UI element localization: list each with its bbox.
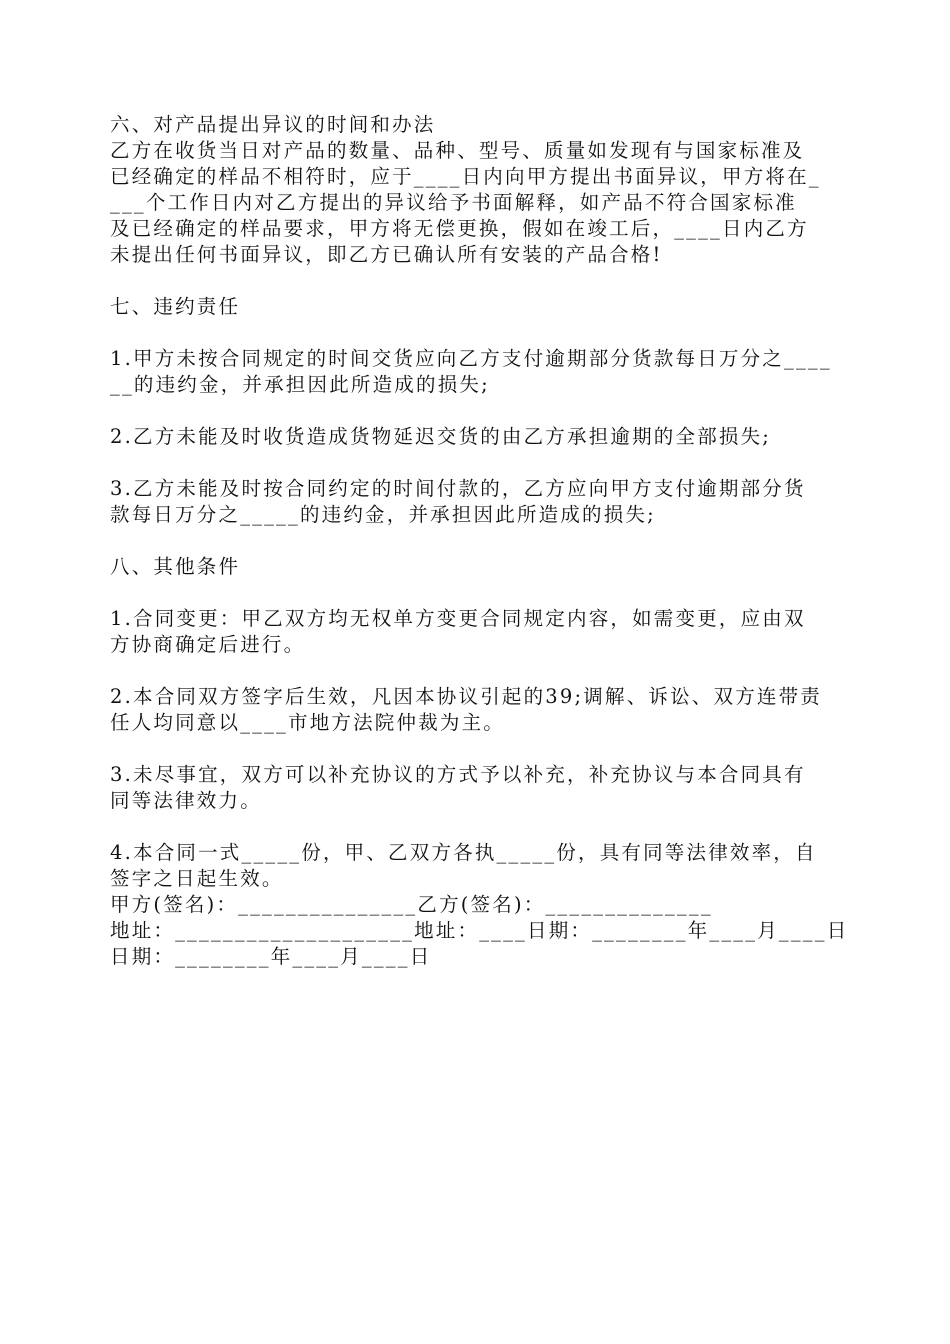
clause-7-3: 3.乙方未能及时按合同约定的时间付款的，乙方应向甲方支付逾期部分货: [110, 477, 806, 500]
clause-8-4: 签字之日起生效。: [110, 867, 284, 890]
section-7-heading: 七、违约责任: [110, 295, 241, 318]
signature-block: [110, 892, 849, 970]
clause-7-1: 1.甲方未按合同规定的时间交货应向乙方支付逾期部分货款每日万分之____: [110, 347, 832, 370]
date-line: 日期：________年____月____日: [110, 945, 432, 968]
clause-7-2: 2.乙方未能及时收货造成货物延迟交货的由乙方承担逾期的全部损失;: [110, 425, 772, 448]
clause-8-2: 2.本合同双方签字后生效，凡因本协议引起的39;调解、诉讼、双方连带责: [110, 685, 822, 708]
clause-8-3: 3.未尽事宜，双方可以补充协议的方式予以补充，补充协议与本合同具有: [110, 763, 806, 786]
signature-line: 甲方(签名)：_______________乙方(签名)：______________: [110, 893, 713, 916]
clause-8-1: 1.合同变更：甲乙双方均无权单方变更合同规定内容，如需变更，应由双: [110, 607, 806, 630]
clause-8-3: 同等法律效力。: [110, 789, 262, 812]
section-6-line: 及已经确定的样品要求，甲方将无偿更换，假如在竣工后，____日内乙方: [110, 217, 809, 240]
section-6-line: 未提出任何书面异议，即乙方已确认所有安装的产品合格!: [110, 243, 663, 266]
section-7: [110, 294, 842, 528]
clause-8-1: 方协商确定后进行。: [110, 633, 306, 656]
clause-7-1: __的违约金，并承担因此所造成的损失;: [110, 373, 490, 396]
section-6-line: 乙方在收货当日对产品的数量、品种、型号、质量如发现有与国家标准及: [110, 139, 805, 162]
section-8: [110, 554, 842, 892]
section-8-heading: 八、其他条件: [110, 555, 241, 578]
clause-8-2: 任人均同意以____市地方法院仲裁为主。: [110, 711, 506, 734]
clause-8-4: 4.本合同一式_____份，甲、乙双方各执_____份，具有同等法律效率，自: [110, 841, 817, 864]
section-6: [110, 112, 842, 268]
section-6-line: ___个工作日内对乙方提出的异议给予书面解释，如产品不符合国家标准: [110, 191, 797, 214]
contract-page: [110, 112, 849, 970]
clause-7-3: 款每日万分之_____的违约金，并承担因此所造成的损失;: [110, 503, 656, 526]
section-6-heading: 六、对产品提出异议的时间和办法: [110, 113, 436, 136]
section-6-line: 已经确定的样品不相符时，应于____日内向甲方提出书面异议，甲方将在_: [110, 165, 821, 188]
address-date-line: 地址：____________________地址：____日期：________年____月____日: [110, 919, 849, 942]
